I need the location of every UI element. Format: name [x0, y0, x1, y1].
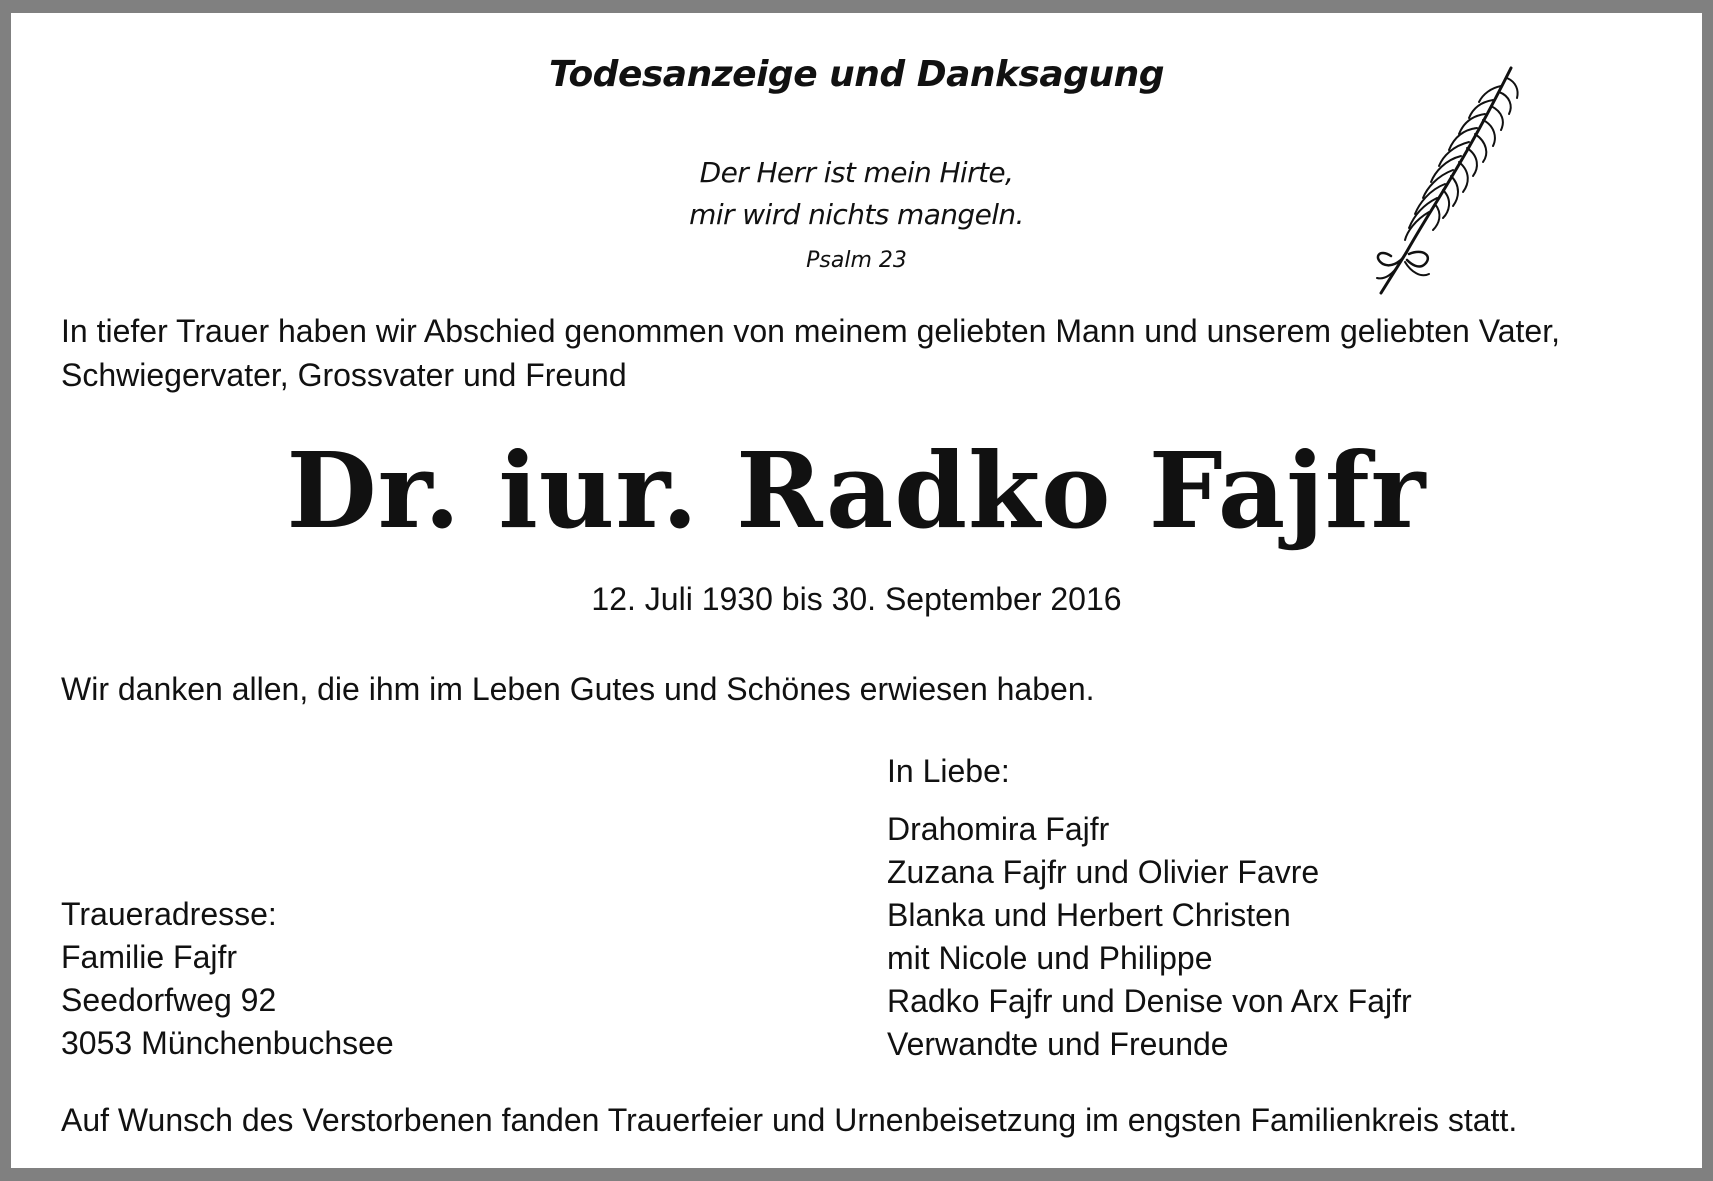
mourners-list [887, 808, 1412, 1066]
intro-line-1: In tiefer Trauer haben wir Abschied genommen von meinem geliebten Mann und unserem geliebten Vater, [61, 313, 1560, 349]
life-dates: 12. Juli 1930 bis 30. September 2016 [591, 581, 1122, 617]
intro-line-2: Schwiegervater, Grossvater und Freund [61, 357, 627, 393]
closing-text: Auf Wunsch des Verstorbenen fanden Trauerfeier und Urnenbeisetzung im engsten Familienkreis statt. [61, 1102, 1518, 1138]
palm-branch-icon [1311, 58, 1551, 298]
psalm-quote-line-1: Der Herr ist mein Hirte, [699, 156, 1014, 189]
mourners-label: In Liebe: [887, 753, 1010, 789]
address-line: 3053 Münchenbuchsee [61, 1025, 394, 1061]
mourner-name: mit Nicole und Philippe [887, 940, 1213, 976]
mourner-name: Drahomira Fajfr [887, 811, 1110, 847]
mourner-name: Verwandte und Freunde [887, 1026, 1229, 1062]
mourner-name: Radko Fajfr und Denise von Arx Fajfr [887, 983, 1412, 1019]
mourning-address [61, 893, 394, 1065]
psalm-source: Psalm 23 [806, 248, 907, 273]
mourner-name: Zuzana Fajfr und Olivier Favre [887, 854, 1320, 890]
notice-heading: Todesanzeige und Danksagung [549, 54, 1164, 95]
intro-text [61, 309, 1681, 397]
mourner-name: Blanka und Herbert Christen [887, 897, 1291, 933]
deceased-name: Dr. iur. Radko Fajfr [286, 429, 1427, 552]
psalm-quote-line-2: mir wird nichts mangeln. [689, 198, 1024, 231]
address-line: Seedorfweg 92 [61, 982, 277, 1018]
thanks-text: Wir danken allen, die ihm im Leben Gutes und Schönes erwiesen haben. [61, 671, 1095, 707]
address-line: Familie Fajfr [61, 939, 238, 975]
address-label: Traueradresse: [61, 896, 277, 932]
obituary-notice [11, 13, 1702, 1168]
